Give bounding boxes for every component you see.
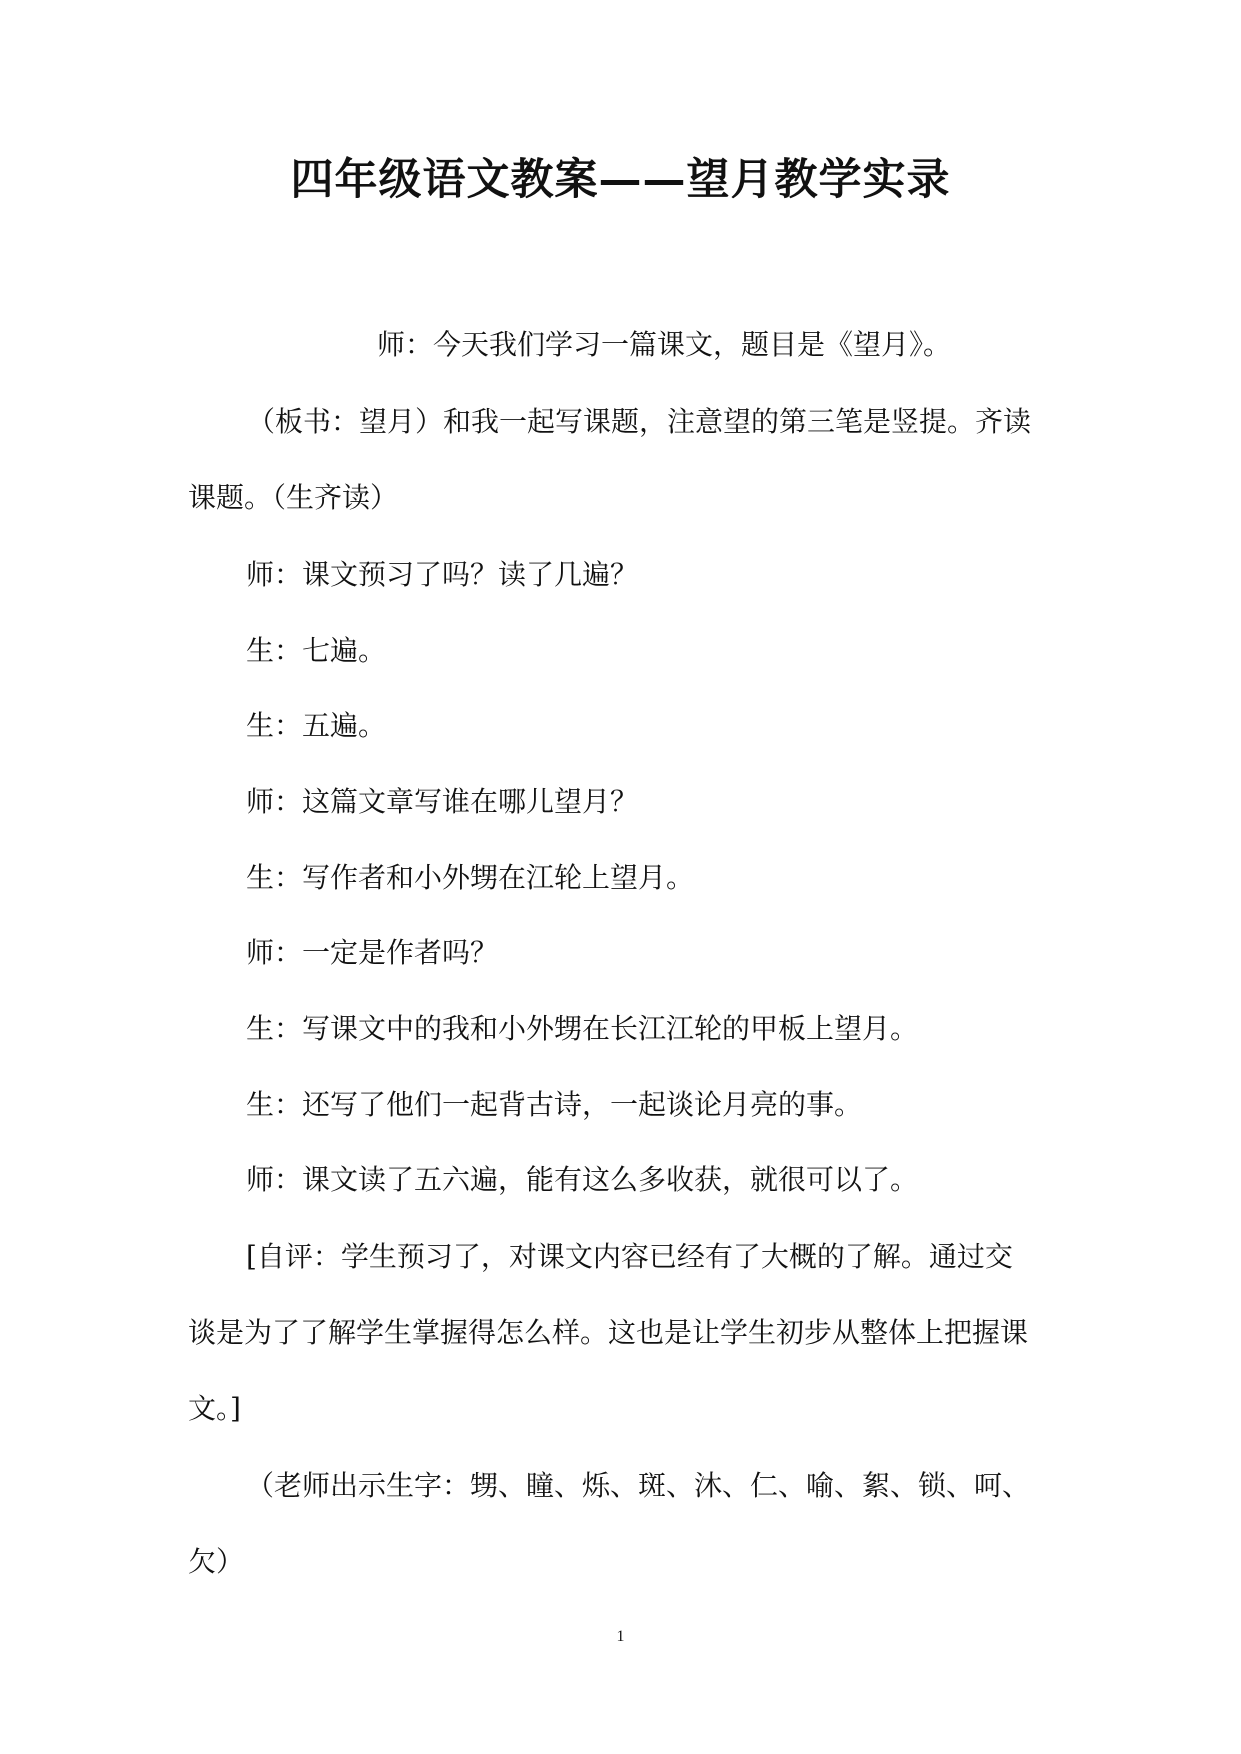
paragraph-line: （板书：望月）和我一起写课题，注意望的第三笔是竖提。齐读 xyxy=(247,405,1032,438)
paragraph-line: 生：写课文中的我和小外甥在长江江轮的甲板上望月。 xyxy=(246,1012,919,1045)
paragraph-line: 生：还写了他们一起背古诗，一起谈论月亮的事。 xyxy=(246,1088,863,1121)
paragraph-line: 生：五遍。 xyxy=(246,709,387,742)
document-title: 四年级语文教案——望月教学实录 xyxy=(290,155,951,205)
paragraph-line: [自评：学生预习了，对课文内容已经有了大概的了解。通过交 xyxy=(246,1240,1013,1273)
paragraph-line: （老师出示生字：甥、瞳、烁、斑、沐、仁、喻、絮、锁、呵、 xyxy=(246,1469,1031,1502)
paragraph-line: 师：今天我们学习一篇课文，题目是《望月》。 xyxy=(377,328,952,361)
paragraph-line: 师：课文读了五六遍，能有这么多收获，就很可以了。 xyxy=(246,1163,919,1196)
page-number: 1 xyxy=(616,1628,625,1645)
paragraph-line: 师：一定是作者吗？ xyxy=(246,936,499,969)
paragraph-line: 文。] xyxy=(188,1392,241,1425)
paragraph-line: 师：这篇文章写谁在哪儿望月？ xyxy=(246,785,639,818)
paragraph-line: 欠） xyxy=(188,1545,245,1578)
paragraph-line: 谈是为了了解学生掌握得怎么样。这也是让学生初步从整体上把握课 xyxy=(188,1316,1029,1349)
paragraph-line: 课题。（生齐读） xyxy=(188,481,399,514)
paragraph-line: 生：写作者和小外甥在江轮上望月。 xyxy=(246,861,695,894)
paragraph-line: 生：七遍。 xyxy=(246,634,387,667)
paragraph-line: 师：课文预习了吗？读了几遍？ xyxy=(246,558,639,591)
